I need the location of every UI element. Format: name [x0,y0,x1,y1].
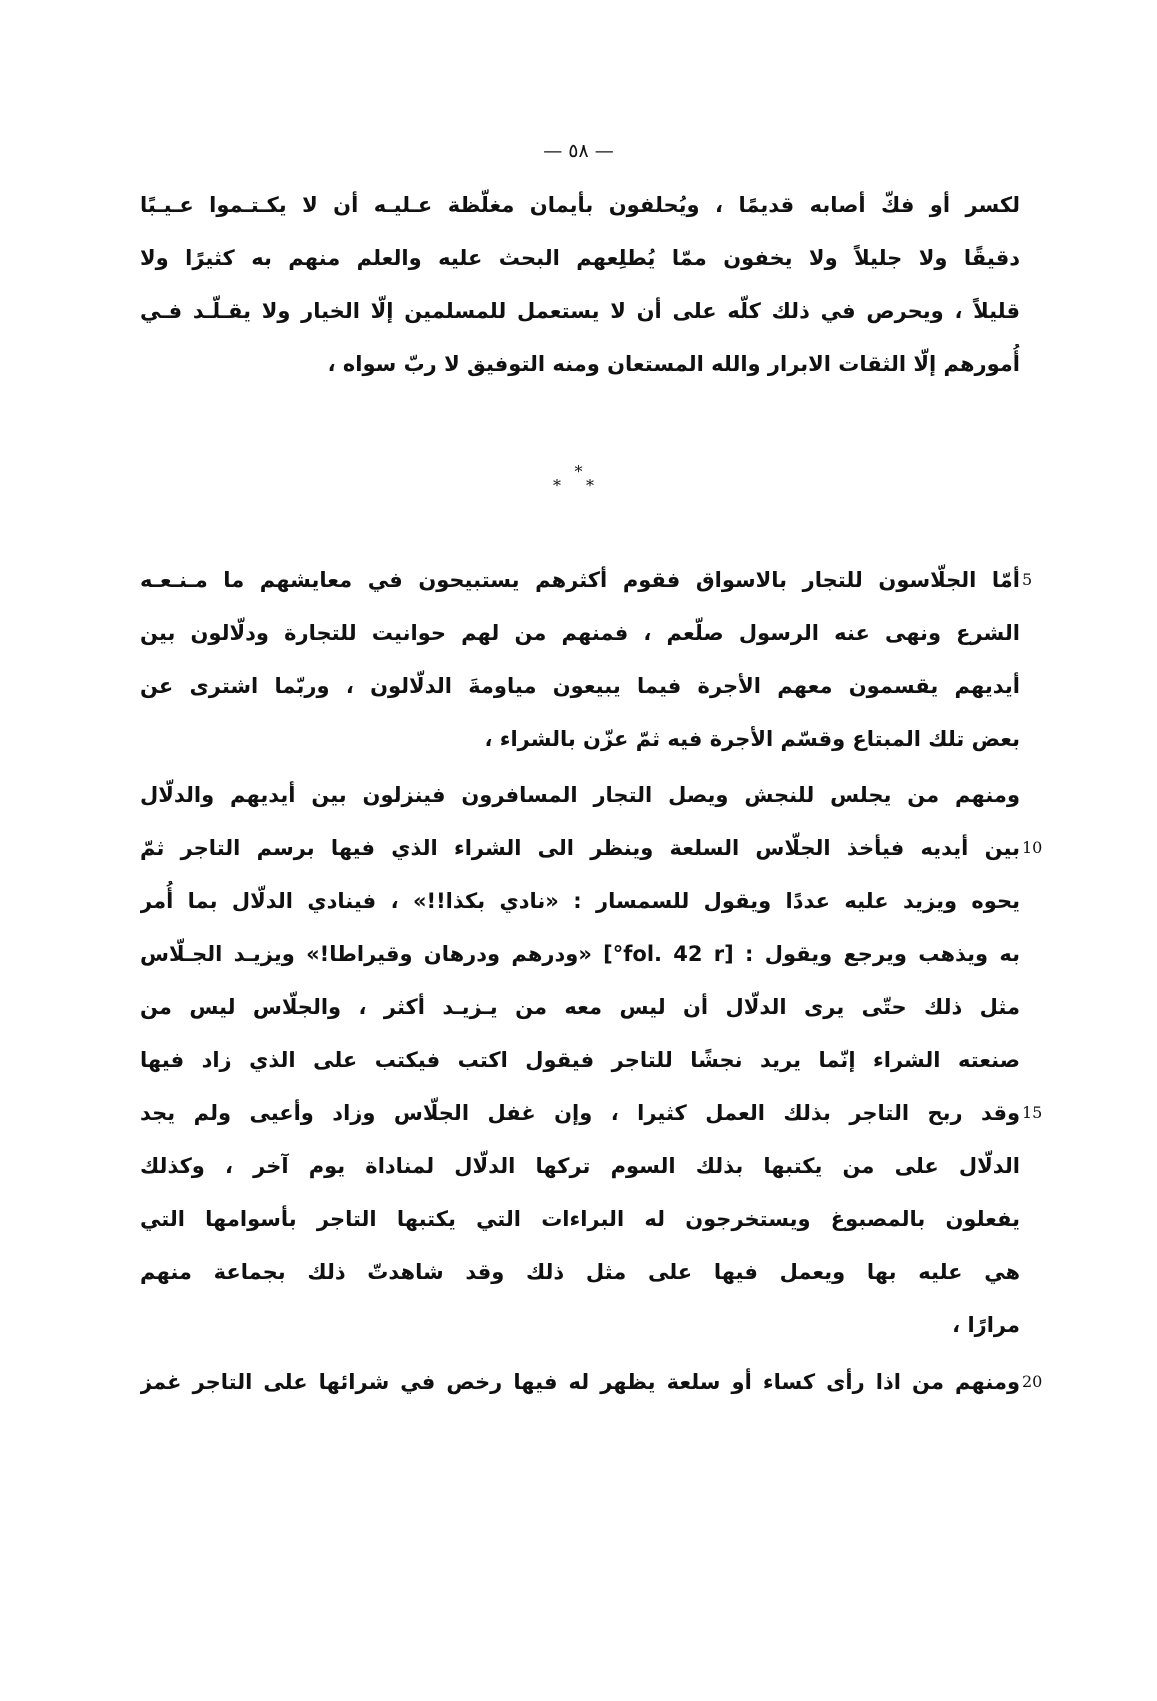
text-line: هي عليه بها ويعمل فيها على مثل ذلك وقد شاهدتّ ذلك بجماعة منهم [140,1260,1020,1284]
text-line: به ويذهب ويرجع ويقول : [fol. 42 r°] «ودرهم ودرهان وقيراطا!» ويزيـد الجـلّاس [140,942,1020,966]
line-number: 15 [1022,1103,1043,1122]
text-line: لكسر أو فكّ أصابه قديمًا ، ويُحلفون بأيمان مغلّظة عـليـه أن لا يكـتـموا عـيـبًا [140,193,1020,217]
text-line: ومنهم من يجلس للنجش ويصل التجار المسافرون فينزلون بين أيديهم والدلّال [140,783,1020,807]
text-line: قليلاً ، ويحرص في ذلك كلّه على أن لا يستعمل للمسلمين إلّا الخيار ولا يقـلّـد فـي [140,299,1020,323]
line-number: 10 [1022,838,1043,857]
text-line: يحوه ويزيد عليه عددًا ويقول للسمسار : «نادي بكذا!!» ، فينادي الدلّال بما أُمر [140,889,1020,913]
page-number: — ٥٨ — [543,140,614,162]
text-line: بين أيديه فيأخذ الجلّاس السلعة وينظر الى الشراء الذي فيها برسم التاجر ثمّ [140,836,1020,860]
text-line: أُمورهم إلّا الثقات الابرار والله المستعان ومنه التوفيق لا ربّ سواه ، [327,352,1020,376]
text-line: دقيقًا ولا جليلاً ولا يخفون ممّا يُطلِعهم البحث عليه والعلم منهم به كثيرًا ولا [140,246,1020,270]
text-line: صنعته الشراء إنّما يريد نجشًا للتاجر فيقول اكتب فيكتب على الذي زاد فيها [140,1048,1020,1072]
text-line: الشرع ونهى عنه الرسول صلّعم ، فمنهم من لهم حوانيت للتجارة ودلّالون بين [140,621,1020,645]
text-line: مثل ذلك حتّى يرى الدلّال أن ليس معه من يـزيـد أكثر ، والجلّاس ليس من [140,995,1020,1019]
separator-star: * [574,462,583,481]
section-separator [0,462,1157,495]
text-line: يفعلون بالمصبوغ ويستخرجون له البراءات التي يكتبها التاجر بأسوامها التي [140,1207,1020,1231]
text-line: أمّا الجلّاسون للتجار بالاسواق فقوم أكثرهم يستبيحون في معايشهم ما مـنـعـه [140,568,1020,592]
line-number: 20 [1022,1372,1043,1391]
text-line: الدلّال على من يكتبها بذلك السوم تركها الدلّال لمناداة يوم آخر ، وكذلك [140,1154,1020,1178]
text-line: ومنهم من اذا رأى كساء أو سلعة يظهر له فيها رخص في شرائها على التاجر غمز [140,1370,1020,1394]
text-line: وقد ربح التاجر بذلك العمل كثيرا ، وإن غفل الجلّاس وزاد وأعيى ولم يجد [140,1101,1020,1125]
text-line: بعض تلك المبتاع وقسّم الأجرة فيه ثمّ عزّن بالشراء ، [484,727,1020,751]
line-number: 5 [1022,570,1033,589]
text-line: أيديهم يقسمون معهم الأجرة فيما يبيعون مياومةَ الدلّالون ، وربّما اشترى عن [140,674,1020,698]
separator-stars: * * [552,476,605,495]
text-line: مرارًا ، [952,1313,1020,1337]
